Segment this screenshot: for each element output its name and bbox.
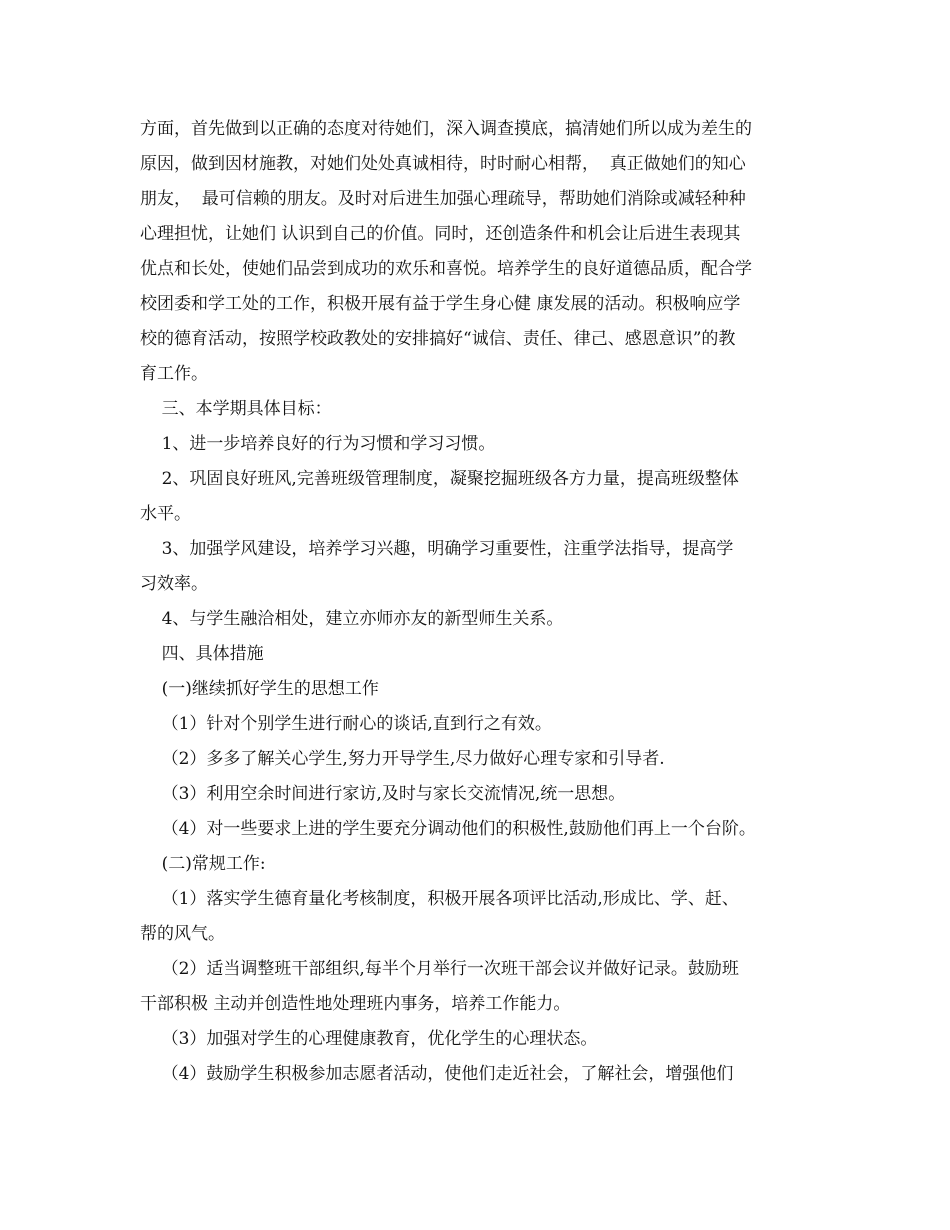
text-line: （3）加强对学生的心理健康教育，优化学生的心理状态。 <box>140 1029 598 1049</box>
text-line: 心理担忧，让她们 认识到自己的价值。同时，还创造条件和机会让后进生表现其 <box>140 224 741 244</box>
text-line: 校团委和学工处的工作，积极开展有益于学生身心健 康发展的活动。积极响应学 <box>140 294 741 314</box>
text-line: 1、进一步培养良好的行为习惯和学习习惯。 <box>140 434 496 454</box>
text-line: 优点和长处，使她们品尝到成功的欢乐和喜悦。培养学生的良好道德品质，配合学 <box>140 259 752 279</box>
text-line: 4、与学生融洽相处，建立亦师亦友的新型师生关系。 <box>140 609 564 629</box>
text-line: 习效率。 <box>140 574 208 594</box>
subsection-heading: (二)常规工作: <box>140 854 266 874</box>
text-line: （1）针对个别学生进行耐心的谈话,直到行之有效。 <box>140 714 552 734</box>
text-line: （3）利用空余时间进行家访,及时与家长交流情况,统一思想。 <box>140 784 626 804</box>
document-body <box>140 112 830 1092</box>
text-line: 帮的风气。 <box>140 924 225 944</box>
text-line: （2）适当调整班干部组织,每半个月举行一次班干部会议并做好记录。鼓励班 <box>140 959 739 979</box>
text-line: 校的德育活动，按照学校政教处的安排搞好“诚信、责任、律己、感恩意识”的教 <box>140 329 736 349</box>
text-line: 水平。 <box>140 504 191 524</box>
text-line: 3、加强学风建设，培养学习兴趣，明确学习重要性，注重学法指导，提高学 <box>140 539 734 559</box>
section-heading: 四、具体措施 <box>140 644 264 664</box>
text-line: 原因，做到因材施教，对她们处处真诚相待，时时耐心相帮， 真正做她们的知心 <box>140 154 746 174</box>
section-heading: 三、本学期具体目标： <box>140 399 332 419</box>
text-line: 2、巩固良好班风,完善班级管理制度，凝聚挖掘班级各方力量，提高班级整体 <box>140 469 739 489</box>
text-line: （1）落实学生德育量化考核制度，积极开展各项评比活动,形成比、学、赶、 <box>140 889 739 909</box>
text-line: （4）对一些要求上进的学生要充分调动他们的积极性,鼓励他们再上一个台阶。 <box>140 819 756 839</box>
text-line: （2）多多了解关心学生,努力开导学生,尽力做好心理专家和引导者. <box>140 749 665 769</box>
text-line: 育工作。 <box>140 364 208 384</box>
subsection-heading: (一)继续抓好学生的思想工作 <box>140 679 379 699</box>
text-line: 方面，首先做到以正确的态度对待她们，深入调查摸底，搞清她们所以成为差生的 <box>140 119 752 139</box>
text-line: 朋友， 最可信赖的朋友。及时对后进生加强心理疏导，帮助她们消除或减轻种种 <box>140 189 746 209</box>
text-line: 干部积极 主动并创造性地处理班内事务，培养工作能力。 <box>140 994 571 1014</box>
text-line: （4）鼓励学生积极参加志愿者活动，使他们走近社会，了解社会，增强他们 <box>140 1064 734 1084</box>
